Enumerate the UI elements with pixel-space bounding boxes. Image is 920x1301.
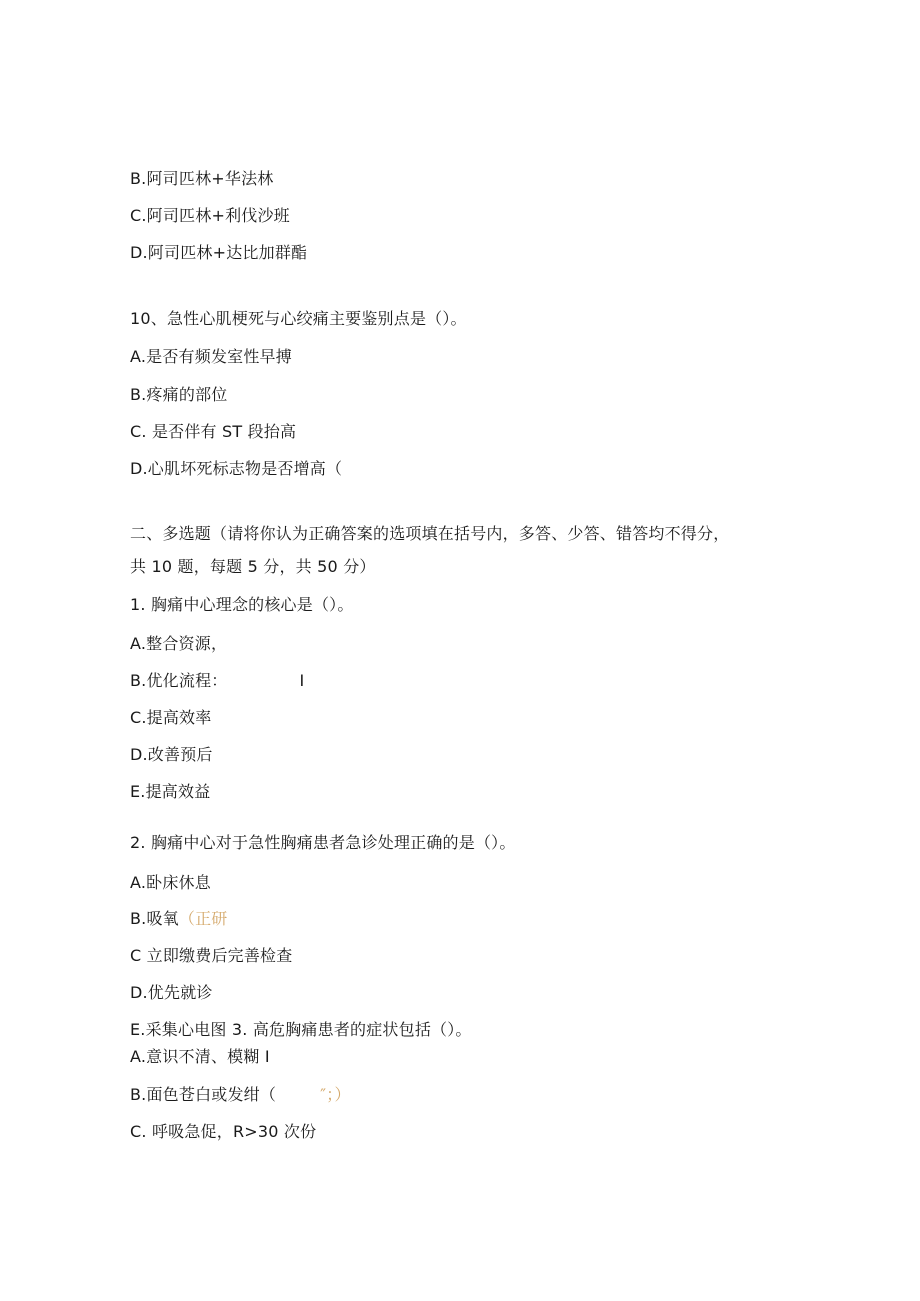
mq2-option-c: C 立即缴费后完善检查 <box>130 946 293 965</box>
q9-option-b: B.阿司匹林+华法林 <box>130 169 274 188</box>
mq3-option-b <box>130 1085 351 1105</box>
mq3-option-c: C. 呼吸急促，R>30 次份 <box>130 1122 317 1141</box>
q10-option-a: A.是否有频发室性早搏 <box>130 347 292 366</box>
q9-option-d: D.阿司匹林+达比加群酯 <box>130 243 308 262</box>
q10-option-b: B.疼痛的部位 <box>130 385 228 404</box>
mq2-option-b <box>130 909 227 929</box>
mq1-stem: 1. 胸痛中心理念的核心是（）。 <box>130 595 354 614</box>
mq1-option-e: E.提高效益 <box>130 782 211 801</box>
mq3-option-b-faint: ″；） <box>320 1085 351 1104</box>
mq2-option-a: A.卧床休息 <box>130 873 211 892</box>
mq2-option-b-text: B.吸氧 <box>130 909 179 928</box>
mq1-option-a: A.整合资源， <box>130 634 228 653</box>
mq1-option-b-text: B.优化流程： <box>130 671 228 690</box>
mq1-option-d: D.改善预后 <box>130 745 213 764</box>
section2-heading-line2: 共 10 题，每题 5 分，共 50 分） <box>130 557 376 576</box>
mq2-option-b-faint: （正研 <box>178 909 228 928</box>
mq3-option-b-text: B.面色苍白或发绀（ <box>130 1085 277 1104</box>
q9-option-c: C.阿司匹林+利伐沙班 <box>130 206 290 225</box>
q10-option-d: D.心肌坏死标志物是否增高（ <box>130 459 343 478</box>
section2-heading-line1: 二、多选题（请将你认为正确答案的选项填在括号内，多答、少答、错答均不得分， <box>130 524 730 543</box>
mq1-option-b <box>130 671 304 691</box>
mq2-option-e-and-q3-stem: E.采集心电图 3. 高危胸痛患者的症状包括（）。 <box>130 1020 472 1039</box>
mq1-option-b-mark: I <box>299 671 305 690</box>
mq1-option-c: C.提高效率 <box>130 708 212 727</box>
q10-option-c: C. 是否伴有 ST 段抬高 <box>130 422 297 441</box>
mq2-option-d: D.优先就诊 <box>130 983 213 1002</box>
mq3-option-a: A.意识不清、模糊 I <box>130 1047 270 1066</box>
q10-stem: 10、急性心肌梗死与心绞痛主要鉴别点是（）。 <box>130 309 467 328</box>
mq2-stem: 2. 胸痛中心对于急性胸痛患者急诊处理正确的是（）。 <box>130 833 516 852</box>
